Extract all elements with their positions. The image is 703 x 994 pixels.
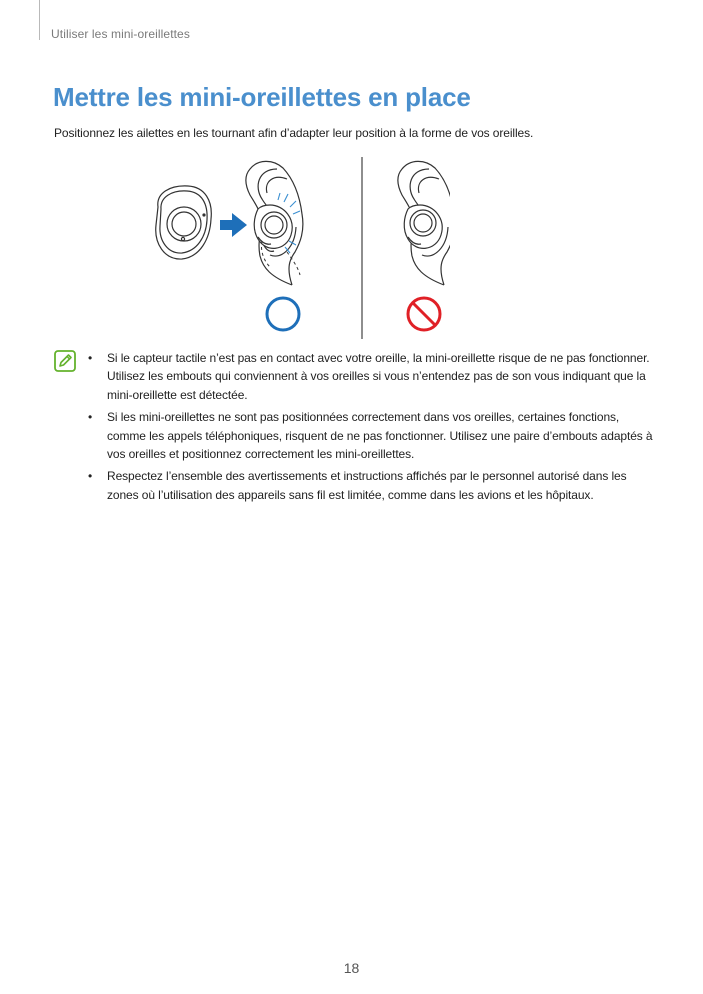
intro-paragraph: Positionnez les ailettes en les tournant afin d’adapter leur position à la forme de vos oreilles. [54, 126, 534, 140]
earbud-fit-illustration [150, 157, 450, 339]
ear-incorrect-fit-icon [398, 161, 450, 285]
note-text: Si le capteur tactile n’est pas en contact avec votre oreille, la mini-oreillette risque de ne pas fonctionner. Utilisez les embouts qui conviennent à vos oreilles si vous n’entendez pas de son vous indiquant que la mini-oreillette est détectée. [107, 351, 650, 402]
note-item: • Si le capteur tactile n’est pas en contact avec votre oreille, la mini-oreillette risque de ne pas fonctionner. Utilisez les embouts qui conviennent à vos oreilles si vous n’entendez pas de son vous indiquant que la mini-oreillette est détectée. [88, 351, 650, 402]
arrow-right-icon [220, 213, 247, 237]
note-text: Si les mini-oreillettes ne sont pas positionnées correctement dans vos oreilles, certaines fonctions, comme les appels téléphoniques, risquent de ne pas fonctionner. Utilisez une paire d’embouts adaptés à vos oreilles et positionnez correctement les mini-oreillettes. [107, 410, 653, 462]
page-title: Mettre les mini-oreillettes en place [53, 82, 471, 112]
prohibited-icon [408, 298, 440, 330]
earbud-icon [156, 186, 212, 259]
header-rule [39, 0, 40, 40]
correct-circle-icon [267, 298, 299, 330]
note-text: Respectez l’ensemble des avertissements et instructions affichés par le personnel autorisé dans les zones où l’utilisation des appareils sans fil est limitée, comme dans les avions et les hôpitaux. [107, 469, 627, 502]
page-number: 18 [343, 960, 360, 976]
note-item: • Si les mini-oreillettes ne sont pas positionnées correctement dans vos oreilles, certaines fonctions, comme les appels téléphoniques, risquent de ne pas fonctionner. Utilisez une paire d’embouts adaptés à vos oreilles et positionnez correctement les mini-oreillettes. [88, 410, 653, 462]
note-pencil-icon [54, 350, 76, 372]
note-item: • Respectez l’ensemble des avertissements et instructions affichés par le personnel autorisé dans les zones où l’utilisation des appareils sans fil est limitée, comme dans les avions et les hôpitaux. [88, 469, 627, 502]
ear-correct-fit-icon [246, 161, 303, 285]
notes-list [88, 349, 658, 508]
running-header: Utiliser les mini-oreillettes [51, 27, 190, 41]
